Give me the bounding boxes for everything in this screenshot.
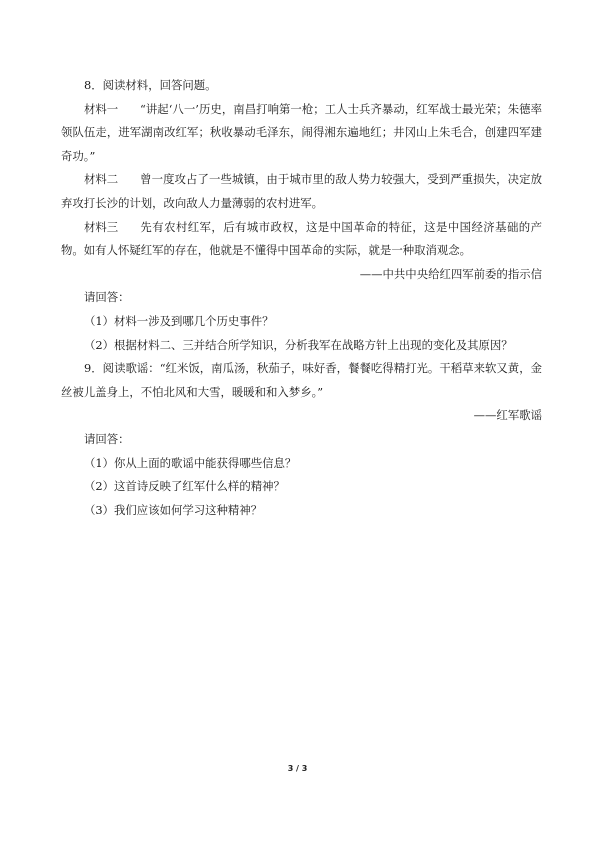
question-9-heading: 9．阅读歌谣：“红米饭，南瓜汤，秋茄子，味好香，餐餐吃得精打光。干稻草来软又黄，金丝被儿盖身上，不怕北风和大雪，暖暖和和入梦乡。” — [61, 361, 542, 399]
question-9-source: ——红军歌谣 — [473, 408, 542, 423]
material-1 — [61, 98, 542, 169]
question-8-heading: 8．阅读材料，回答问题。 — [84, 78, 217, 92]
material-2-label: 材料二 — [84, 172, 119, 187]
material-3-label: 材料三 — [84, 219, 119, 234]
material-1-text: “讲起‘八一’历史，南昌打响第一枪；工人士兵齐暴动，红军战士最光荣；朱德率领队伍走，进军湖南改红军；秋收暴动毛泽东，闹得湘东遍地红；井冈山上朱毛合，创建四军建奇功。” — [61, 101, 542, 163]
page-content — [61, 74, 542, 522]
material-2-text: 曾一度攻占了一些城镇，由于城市里的敌人势力较强大，受到严重损失，决定放弃攻打长沙的计划，改向敌人力量薄弱的农村进军。 — [61, 172, 542, 210]
question-8-prompt: 请回答： — [84, 290, 130, 305]
page-number: 3 / 3 — [287, 764, 308, 773]
question-8-sub-2: （2）根据材料二、三并结合所学知识，分析我军在战略方针上出现的变化及其原因？ — [84, 337, 513, 352]
question-9-prompt: 请回答： — [84, 431, 130, 446]
question-9-sub-3: （3）我们应该如何学习这种精神？ — [84, 502, 263, 517]
question-9-sub-2: （2）这首诗反映了红军什么样的精神？ — [84, 479, 285, 494]
material-3 — [61, 216, 542, 263]
question-9-sub-1: （1）你从上面的歌谣中能获得哪些信息？ — [84, 455, 297, 470]
material-3-source: ——中共中央给红四军前委的指示信 — [359, 266, 542, 281]
material-2 — [61, 168, 542, 215]
material-1-label: 材料一 — [84, 101, 119, 116]
question-8-sub-1: （1）材料一涉及到哪几个历史事件？ — [84, 313, 274, 328]
material-3-text: 先有农村红军，后有城市政权，这是中国革命的特征，这是中国经济基础的产物。如有人怀疑红军的存在，他就是不懂得中国革命的实际，就是一种取消观念。 — [61, 219, 542, 258]
